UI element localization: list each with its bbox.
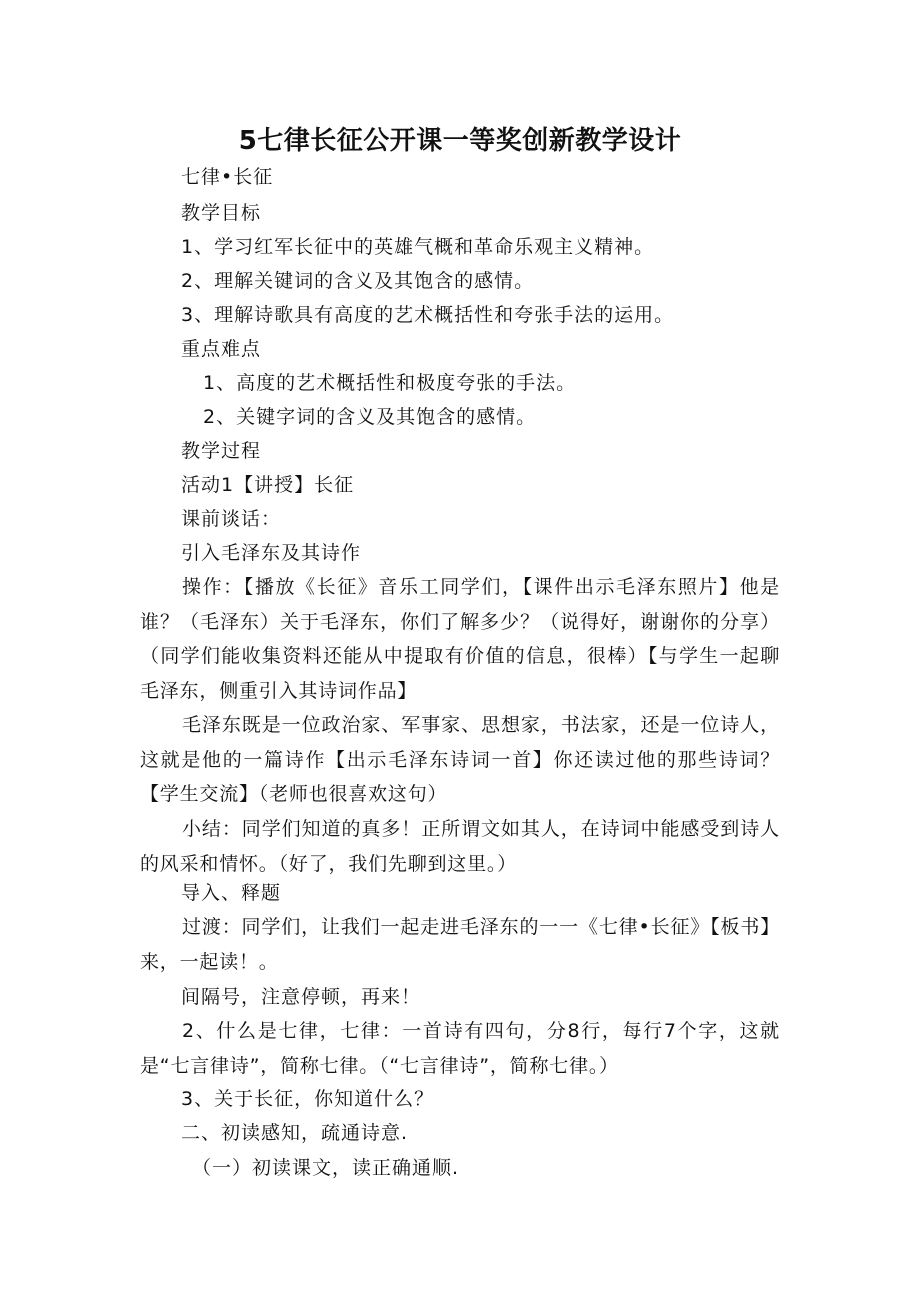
objective-item-1: 1、学习红军长征中的英雄气概和革命乐观主义精神。 [181,236,655,258]
paragraph-qilu-definition: 2、什么是七律，七律：一首诗有四句，分8行，每行7个字，这就是“七言律诗”，简称七律。（“七言律诗”，简称七律。） [140,1020,780,1077]
activity-heading: 活动1【讲授】长征 [181,474,355,496]
objective-item-2: 2、理解关键词的含义及其饱含的感情。 [181,270,535,292]
pre-class-talk-label: 课前谈话： [181,508,282,530]
section-heading-process: 教学过程 [181,440,262,462]
paragraph-transition: 过渡：同学们，让我们一起走进毛泽东的一一《七律•长征》【板书】来，一起读！。 [140,916,780,973]
poem-title-line: 七律•长征 [181,166,274,188]
objective-item-3: 3、理解诗歌具有高度的艺术概括性和夸张手法的运用。 [181,304,675,326]
paragraph-operation: 操作：【播放《长征》音乐工同学们，【课件出示毛泽东照片】他是谁？（毛泽东）关于毛泽东，你们了解多少？（说得好，谢谢你的分享）（同学们能收集资料还能从中提取有价值的信息，很棒）【与学生一起聊毛泽东，侧重引入其诗词作品】 [140,576,780,702]
section-heading-objectives: 教学目标 [181,202,262,224]
intro-line: 引入毛泽东及其诗作 [181,542,362,564]
paragraph-summary: 小结：同学们知道的真多！正所谓文如其人，在诗词中能感受到诗人的风采和情怀。（好了，我们先聊到这里。） [140,818,780,875]
interval-mark-note: 间隔号，注意停顿，再来！ [181,986,422,1008]
key-point-item-1: 1、高度的艺术概括性和极度夸张的手法。 [203,372,577,394]
lead-in-heading: 导入、释题 [181,882,282,904]
section-heading-first-reading: 二、初读感知，疏通诗意. [181,1122,409,1144]
subsection-heading-reading: （一）初读课文，读正确通顺. [192,1157,460,1179]
question-item-3: 3、关于长征，你知道什么？ [181,1088,435,1110]
paragraph-mao-intro: 毛泽东既是一位政治家、军事家、思想家，书法家，还是一位诗人，这就是他的一篇诗作【出示毛泽东诗词一首】你还读过他的那些诗词？【学生交流】（老师也很喜欢这句） [140,714,780,805]
key-point-item-2: 2、关键字词的含义及其饱含的感情。 [203,406,537,428]
section-heading-key-points: 重点难点 [181,338,262,360]
document-title: 5七律长征公开课一等奖创新教学设计 [238,126,682,156]
